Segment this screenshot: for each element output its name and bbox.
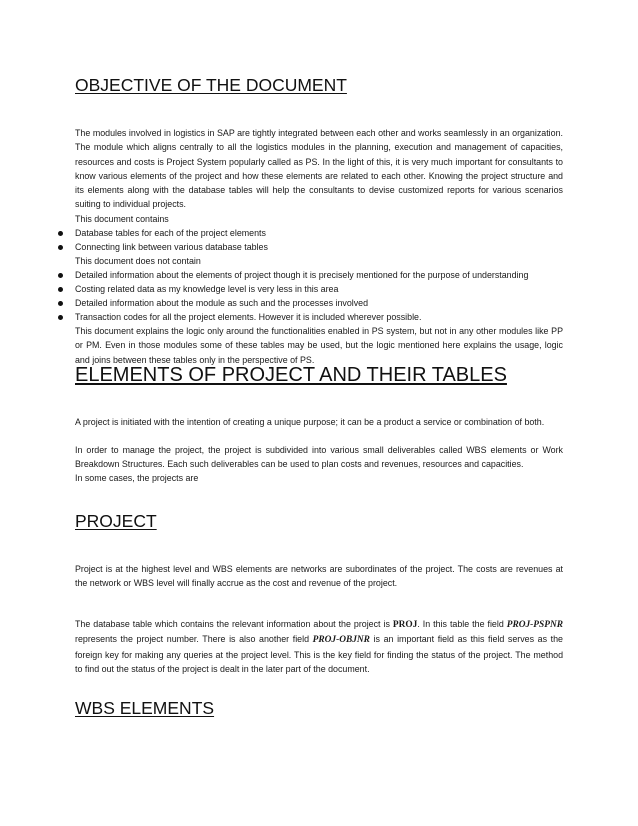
- objective-intro: The modules involved in logistics in SAP are tightly integrated between each other and works seamlessly in an organization. The module which aligns centrally to all the logistics modules in the planning, execution and management of capacities, resources and costs is Project System popularly called as PS. In the light of this, it is very much important for consultants to know various elements of the project and how these elements are related to each other. Knowing the project structure and its elements along with the database tables will help the consultants to devise customized reports for various scenarios suiting to individual projects.: [75, 128, 563, 210]
- heading-wbs: WBS ELEMENTS: [75, 698, 215, 718]
- bullet-icon: [58, 245, 63, 250]
- not-contain-item: Transaction codes for all the project elements. However it is included wherever possible.: [75, 310, 421, 324]
- bullet-icon: [58, 273, 63, 278]
- contains-item: Connecting link between various database tables: [75, 240, 268, 254]
- not-contain-label: This document does not contain: [75, 256, 201, 266]
- bullet-icon: [58, 315, 63, 320]
- not-contain-item: Detailed information about the module as such and the processes involved: [75, 296, 368, 310]
- project-para-2: The database table which contains the relevant information about the project is PROJ. In this table the field PROJ-PSPNR represents the project number. There is also another field PROJ-OBJNR is an important field as this field serves as the foreign key for making any queries at the project level. This is the key field for finding the status of the project. The method to find out the status of the project is dealt in the later part of the document.: [75, 619, 563, 674]
- bullet-icon: [58, 231, 63, 236]
- elements-para-1: A project is initiated with the intention of creating a unique purpose; it can be a product a service or combination of both.: [75, 417, 545, 427]
- heading-elements: ELEMENTS OF PROJECT AND THEIR TABLES: [75, 364, 507, 386]
- heading-project: PROJECT: [75, 511, 157, 531]
- bullet-icon: [58, 301, 63, 306]
- contains-label: This document contains: [75, 214, 169, 224]
- objective-closing: This document explains the logic only around the functionalities enabled in PS system, but not in any other modules like PP or PM. Even in those modules some of these tables may be used, but the logic mentioned here explains the usage, logic and joins between these tables only in the perspective of PS.: [75, 326, 563, 365]
- elements-para-2: In order to manage the project, the project is subdivided into various small deliverables called WBS elements or Work Breakdown Structures. Each such deliverables can be used to plan costs and revenues, resources and capacities.: [75, 445, 563, 470]
- not-contain-item: Costing related data as my knowledge level is very less in this area: [75, 282, 338, 296]
- heading-objective: OBJECTIVE OF THE DOCUMENT: [75, 75, 347, 95]
- not-contain-item: Detailed information about the elements of project though it is precisely mentioned for the purpose of understanding: [75, 268, 528, 282]
- project-para-1: Project is at the highest level and WBS elements are networks are subordinates of the project. The costs are revenues at the network or WBS level will finally accrue as the cost and revenue of the project.: [75, 564, 563, 589]
- contains-item: Database tables for each of the project elements: [75, 226, 266, 240]
- field-name: PROJ-OBJNR: [312, 635, 370, 646]
- field-name: PROJ-PSPNR: [506, 620, 563, 630]
- table-name: PROJ: [392, 620, 418, 630]
- bullet-icon: [58, 287, 63, 292]
- elements-para-3: In some cases, the projects are: [75, 473, 199, 483]
